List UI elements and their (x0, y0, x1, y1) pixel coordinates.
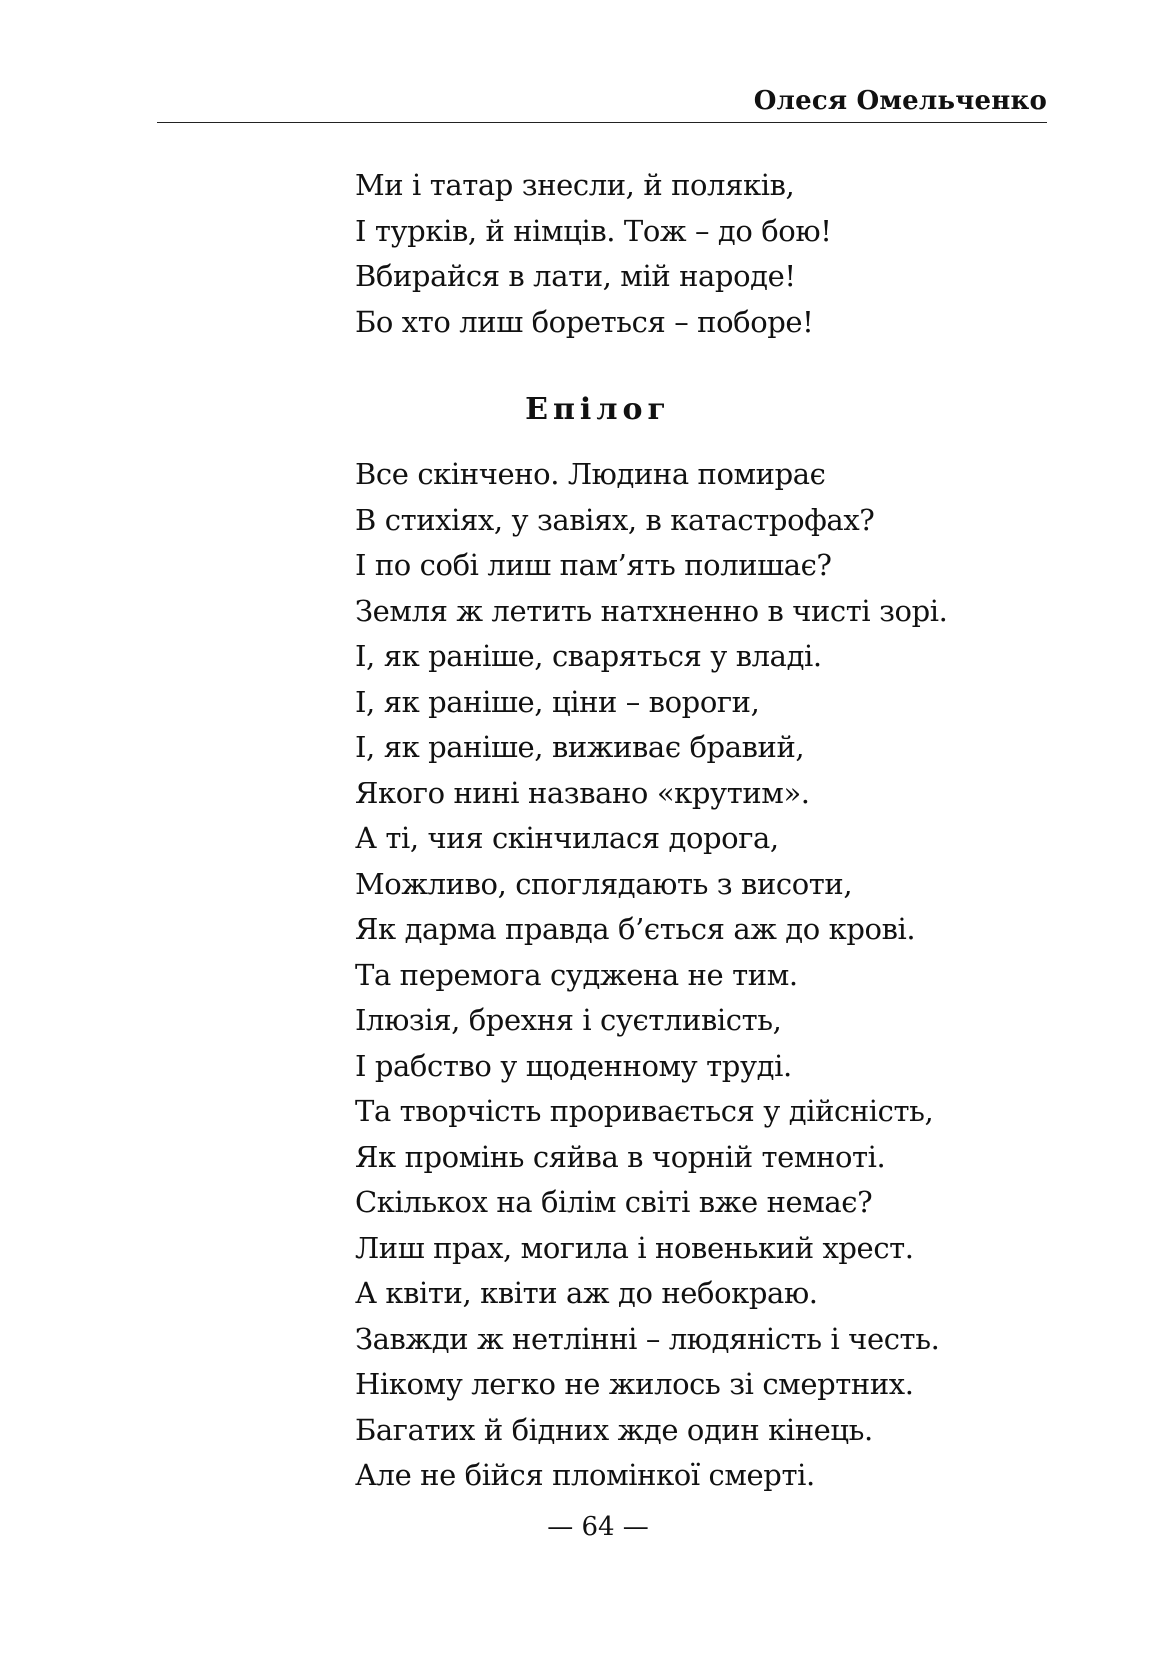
verse-line: Як промінь сяйва в чорній темноті. (355, 1139, 886, 1174)
verse-line: І, як раніше, сваряться у владі. (355, 639, 822, 673)
verse-line: Скількох на білім світі вже немає? (355, 1185, 873, 1219)
verse-line: Та перемога суджена не тим. (355, 957, 798, 992)
verse-line: Ми і татар знесли, й поляків, (355, 168, 795, 202)
verse-line: І, як раніше, виживає бравий, (355, 730, 805, 764)
verse-line: Бо хто лиш бореться – поборе! (355, 304, 814, 339)
verse-line: А квіти, квіти аж до небокраю. (355, 1276, 818, 1310)
verse-line: І турків, й німців. Тож – до бою! (355, 213, 832, 248)
verse-line: І рабство у щоденному труді. (355, 1048, 792, 1083)
verse-line: Нікому легко не жилось зі смертних. (355, 1367, 914, 1401)
verse-line: В стихіях, у завіях, в катастрофах? (355, 502, 875, 537)
epilogue-poem (355, 452, 947, 1499)
verse-line: Як дарма правда б’ється аж до крові. (355, 912, 916, 946)
verse-line: І по собі лиш пам’ять полишає? (355, 548, 832, 582)
page-number: — 64 — (547, 1512, 649, 1542)
verse-line: Можливо, споглядають з висоти, (355, 866, 853, 901)
running-header (157, 78, 1047, 123)
header-author: Олеся Омельченко (753, 86, 1047, 116)
verse-line: Вбирайся в лати, мій народе! (355, 259, 796, 293)
verse-line: Багатих й бідних жде один кінець. (355, 1412, 873, 1447)
verse-line: Ілюзія, брехня і суєтливість, (355, 1003, 782, 1037)
verse-line: Якого нині названо «крутим». (355, 775, 810, 810)
verse-line: Завжди ж нетлінні – людяність і честь. (355, 1321, 940, 1356)
verse-line: Та творчість проривається у дійсність, (355, 1094, 934, 1128)
verse-line: І, як раніше, ціни – вороги, (355, 684, 760, 719)
verse-line: Все скінчено. Людина помирає (355, 457, 826, 491)
verse-line: Лиш прах, могила і новенький хрест. (355, 1230, 914, 1265)
verse-line: Але не бійся пломінкої смерті. (355, 1458, 815, 1492)
verse-line: Земля ж летить натхненно в чисті зорі. (355, 593, 948, 628)
section-title: Епілог (525, 392, 671, 427)
stanza-top (355, 163, 831, 345)
verse-line: А ті, чия скінчилася дорога, (355, 821, 779, 855)
